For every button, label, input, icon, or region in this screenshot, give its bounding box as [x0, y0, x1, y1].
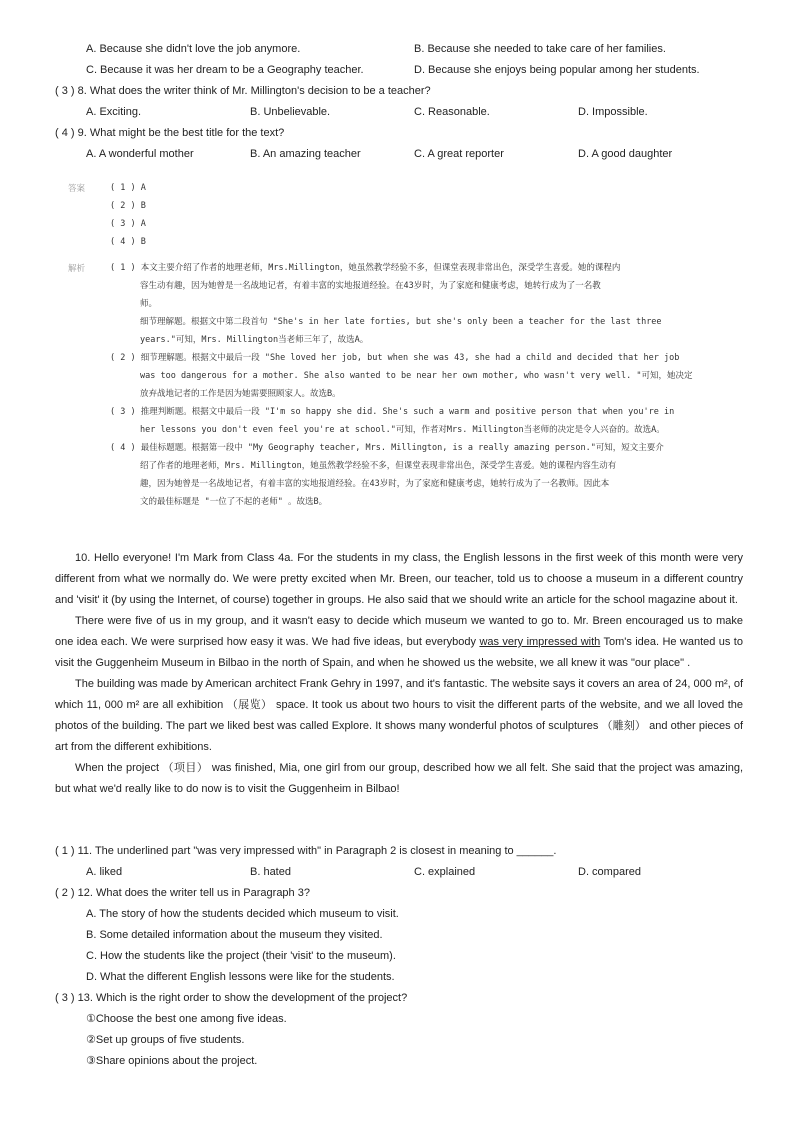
- q13-stem: ( 3 ) 13. Which is the right order to show the development of the project?: [55, 992, 408, 1004]
- q13-step-1: ①Choose the best one among five ideas.: [86, 1013, 287, 1025]
- q8-stem: ( 3 ) 8. What does the writer think of Mr. Millington's decision to be a teacher?: [55, 85, 431, 97]
- analysis-line: years."可知，Mrs. Millington当老师三年了，故选A。: [140, 335, 369, 345]
- passage-10: [55, 548, 743, 800]
- q8-option-a: A. Exciting.: [86, 106, 142, 118]
- analysis-line: 容生动有趣，因为她曾是一名战地记者，有着丰富的实地报道经验。在43岁时，为了家庭和健康考虑，她转行成为了一名教: [140, 281, 601, 291]
- q12-option-c: C. How the students like the project (their 'visit' to the museum).: [86, 950, 396, 962]
- answer-label: 答案: [68, 183, 86, 193]
- analysis-line: ( 4 ) 最佳标题题。根据第一段中 "My Geography teacher, Mrs. Millington, is a really amazing person."可知，短文主要介: [110, 443, 664, 453]
- q7-option-a: A. Because she didn't love the job anymore.: [86, 43, 301, 55]
- analysis-line: ( 3 ) 推理判断题。根据文中最后一段 "I'm so happy she did. She's such a warm and positive person that when you're in: [110, 407, 675, 417]
- analysis-line: 绍了作者的地理老师，Mrs. Millington，她虽然教学经验不多，但课堂表现非常出色，深受学生喜爱。她的课程内容生动有: [140, 461, 617, 471]
- analysis-line: 文的最佳标题是 "一位了不起的老师" 。故选B。: [140, 497, 328, 507]
- analysis-label: 解析: [68, 263, 86, 273]
- analysis-line: ( 1 ) 本文主要介绍了作者的地理老师，Mrs.Millington，她虽然教学经验不多，但课堂表现非常出色，深受学生喜爱。她的课程内: [110, 263, 621, 273]
- q8-option-d: D. Impossible.: [578, 106, 648, 118]
- q11-option-c: C. explained: [414, 866, 476, 878]
- passage-paragraph-2: [55, 611, 743, 674]
- analysis-line: ( 2 ) 细节理解题。根据文中最后一段 "She loved her job, but when she was 43, she had a child and decided that her job: [110, 353, 680, 363]
- q12-stem: ( 2 ) 12. What does the writer tell us in Paragraph 3?: [55, 887, 310, 899]
- q9-option-a: A. A wonderful mother: [86, 148, 194, 160]
- q13-step-2: ②Set up groups of five students.: [86, 1034, 245, 1046]
- q8-option-c: C. Reasonable.: [414, 106, 490, 118]
- q11-option-a: A. liked: [86, 866, 123, 878]
- q7-option-b: B. Because she needed to take care of her families.: [414, 43, 666, 55]
- analysis-line: 细节理解题。根据文中第二段首句 "She's in her late forties, but she's only been a teacher for the last three: [140, 317, 662, 327]
- q11-option-b: B. hated: [250, 866, 291, 878]
- passage-paragraph-4: When the project （项目） was finished, Mia, one girl from our group, described how we all felt. She said that the project was amazing, but what we'd really like to do now is to visit the Guggenheim in Bilbao!: [55, 762, 743, 795]
- paragraph-2-text-end: Tom's idea. He wanted us to visit the Guggenheim Museum in Bilbao in the north of Spain, and when he showed us the website, we all knew it was "our place" .: [55, 636, 743, 669]
- analysis-line: 趣，因为她曾是一名战地记者，有着丰富的实地报道经验。在43岁时，为了家庭和健康考虑，她转行成为了一名教师。因此本: [140, 479, 610, 489]
- answer-item: ( 2 ) B: [110, 201, 146, 211]
- analysis-line: her lessons you don't even feel you're at school."可知，作者对Mrs. Millington当老师的决定是令人兴奋的。故选A。: [140, 425, 665, 435]
- q9-stem: ( 4 ) 9. What might be the best title for the text?: [55, 127, 285, 139]
- q7-option-c: C. Because it was her dream to be a Geography teacher.: [86, 64, 364, 76]
- passage-paragraph-3: The building was made by American architect Frank Gehry in 1997, and it's fantastic. The website says it covers an area of 24, 000 m², of which 11, 000 m² are all exhibition （展览） space. It took us about two hours to visit the different parts of the website, and we all loved the photos of the building. The part we liked best was called Explore. It shows many wonderful photos of sculptures （雕刻） and other pieces of art from the different exhibitions.: [55, 678, 743, 753]
- q8-option-b: B. Unbelievable.: [250, 106, 331, 118]
- q13-step-3: ③Share opinions about the project.: [86, 1055, 258, 1067]
- answer-item: ( 4 ) B: [110, 237, 146, 247]
- answer-item: ( 3 ) A: [110, 219, 146, 229]
- analysis-line: 师。: [140, 299, 158, 309]
- analysis-line: was too dangerous for a mother. She also wanted to be near her own mother, who wasn't very well. "可知，她决定: [140, 371, 693, 381]
- paragraph-2-text: There were five of us in my group, and it wasn't easy to decide which museum we wanted to go to. Mr. Breen encouraged us to make one idea each. We were surprised how easy it was. We had five ideas, but everybody: [55, 615, 743, 648]
- q12-option-b: B. Some detailed information about the museum they visited.: [86, 929, 383, 941]
- analysis-line: 放弃战地记者的工作是因为她需要照顾家人。故选B。: [140, 389, 341, 399]
- q12-option-d: D. What the different English lessons were like for the students.: [86, 971, 395, 983]
- q9-option-c: C. A great reporter: [414, 148, 504, 160]
- q9-option-d: D. A good daughter: [578, 148, 673, 160]
- q9-option-b: B. An amazing teacher: [250, 148, 361, 160]
- passage-paragraph-1: 10. Hello everyone! I'm Mark from Class 4a. For the students in my class, the English lessons in the first week of this month were very different from what we normally do. We were pretty excited when Mr. Breen, our teacher, told us to choose a museum in a different country and 'visit' it (by using the Internet, of course) together in groups. He also said that we should write an article for the school magazine about it.: [55, 552, 743, 606]
- q11-stem: ( 1 ) 11. The underlined part "was very impressed with" in Paragraph 2 is closest in meaning to ______.: [55, 845, 557, 857]
- q12-option-a: A. The story of how the students decided which museum to visit.: [86, 908, 399, 920]
- answer-item: ( 1 ) A: [110, 183, 146, 193]
- q11-option-d: D. compared: [578, 866, 641, 878]
- q7-option-d: D. Because she enjoys being popular among her students.: [414, 64, 700, 76]
- underlined-phrase: was very impressed with: [479, 636, 601, 648]
